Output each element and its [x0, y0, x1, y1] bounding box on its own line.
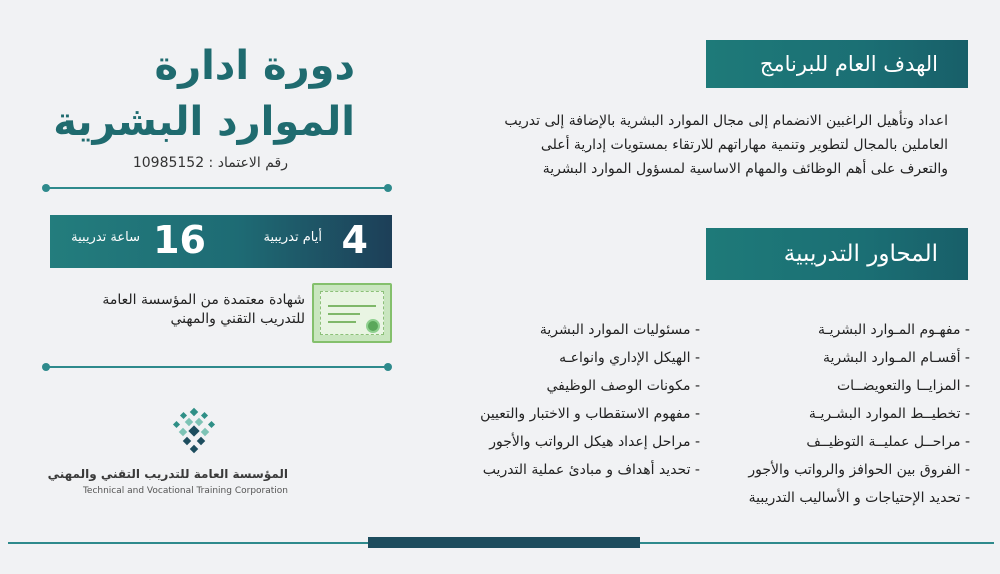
axes-heading: المحاور التدريبية	[706, 228, 968, 280]
goal-line1: اعداد وتأهيل الراغبين الانضمام إلى مجال الموارد البشرية بالإضافة إلى تدريب	[504, 113, 948, 129]
course-title-line2: الموارد البشرية	[53, 99, 355, 145]
certificate-line1: شهادة معتمدة من المؤسسة العامة	[102, 292, 305, 308]
accreditation-number: رقم الاعتماد : 10985152	[132, 155, 288, 171]
axes-column-1	[748, 316, 970, 512]
goal-heading: الهدف العام للبرنامج	[706, 40, 968, 88]
list-item: - أقسـام المـوارد البشرية	[823, 350, 970, 366]
axes-column-2	[480, 316, 700, 484]
list-item: - مكونات الوصف الوظيفي	[546, 378, 700, 394]
list-item: - تحديد الإحتياجات و الأساليب التدريبية	[748, 490, 970, 506]
logo-arabic-name: المؤسسة العامة للتدريب التقني والمهني	[47, 467, 288, 481]
list-item: - مراحــل عمليــة التوظيــف	[806, 434, 970, 450]
bottom-accent-bar	[368, 537, 640, 548]
course-title-line1: دورة ادارة	[154, 43, 355, 89]
list-item: - تحديد أهداف و مبادئ عملية التدريب	[482, 462, 700, 478]
list-item: - مراحل إعداد هيكل الرواتب والأجور	[489, 434, 700, 450]
goal-line2: العاملين بالمجال لتطوير وتنمية مهاراتهم للارتقاء بمستويات إدارية أعلى	[540, 137, 948, 153]
certificate-text	[102, 291, 305, 329]
goal-line3: والتعرف على أهم الوظائف والمهام الاساسية لمسؤول الموارد البشرية	[542, 161, 948, 177]
course-title	[15, 38, 355, 150]
list-item: - الهيكل الإداري وانواعـه	[559, 350, 700, 366]
hours-value: 16	[153, 218, 206, 262]
divider-middle	[46, 366, 388, 368]
logo-english-name: Technical and Vocational Training Corporation	[82, 486, 288, 496]
tvtc-logo-icon	[168, 407, 220, 459]
list-item: - الفروق بين الحوافز والرواتب والأجور	[748, 462, 970, 478]
certificate-icon	[312, 283, 392, 343]
divider-top	[46, 187, 388, 189]
list-item: - مفهـوم المـوارد البشريـة	[817, 322, 970, 338]
goal-description	[488, 109, 948, 181]
list-item: - تخطيــط الموارد البشـريـة	[808, 406, 970, 422]
days-label: أيام تدريبية	[263, 230, 322, 245]
hours-label: ساعة تدريبية	[71, 230, 140, 245]
certificate-line2: للتدريب التقني والمهني	[170, 311, 305, 327]
duration-banner	[50, 215, 392, 268]
list-item: - مسئوليات الموارد البشرية	[539, 322, 700, 338]
list-item: - المزايــا والتعويضــات	[837, 378, 970, 394]
list-item: - مفهوم الاستقطاب و الاختبار والتعيين	[480, 406, 700, 422]
days-value: 4	[341, 218, 368, 262]
